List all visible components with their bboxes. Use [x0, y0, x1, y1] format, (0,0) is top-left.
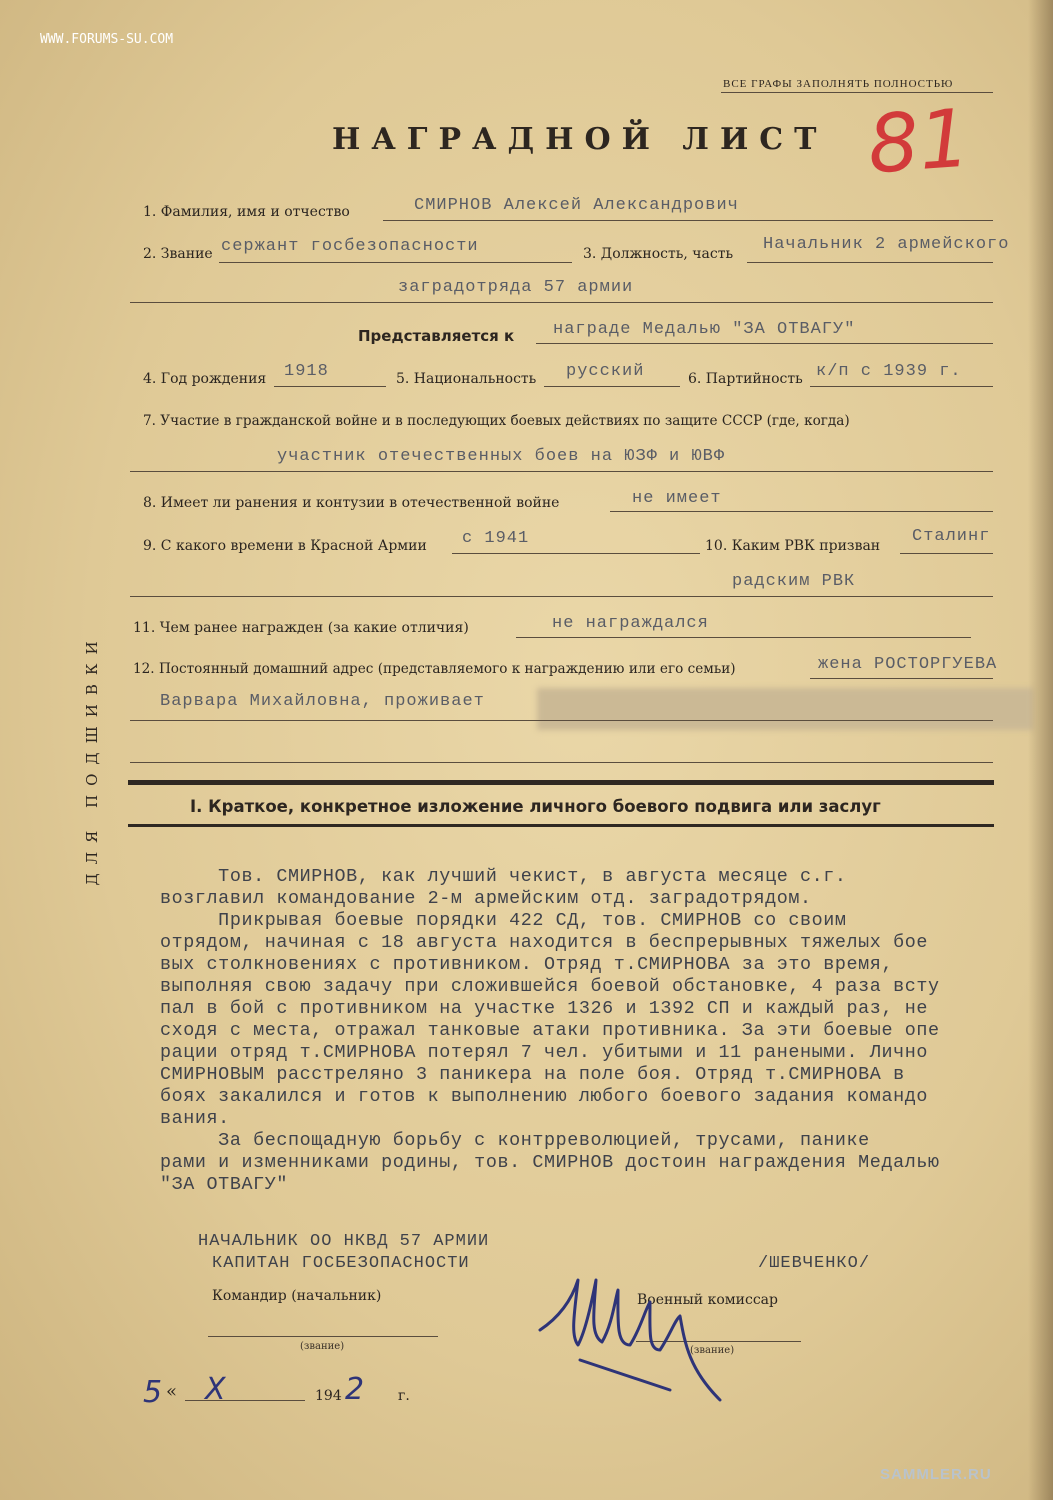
field-8-value: не имеет: [632, 489, 722, 508]
field-4-value: 1918: [284, 362, 329, 381]
narrative-line: рации отряд т.СМИРНОВА потерял 7 чел. убитыми и 11 ранеными. Лично: [160, 1042, 928, 1063]
field-10-value-line2: радским РВК: [732, 572, 856, 591]
date-month: X: [205, 1372, 226, 1407]
redacted-address: [537, 688, 1033, 730]
watermark-top-left: WWW.FORUMS-SU.COM: [40, 32, 174, 47]
date-month-line: [185, 1400, 305, 1401]
field-4-label: 4. Год рождения: [143, 371, 267, 387]
field-3-value-line2: заградотряда 57 армии: [398, 278, 634, 297]
narrative-line: боях закалился и готов к выполнению любого боевого задания командо: [160, 1086, 928, 1107]
field-2-label: 2. Звание: [143, 246, 213, 262]
field-8-line: [610, 511, 993, 512]
field-12-value: жена РОСТОРГУЕВА: [818, 655, 998, 674]
field-7-value: участник отечественных боев на ЮЗФ и ЮВФ: [277, 447, 726, 466]
field-12-value-line2: Варвара Михайловна, проживает: [160, 692, 485, 711]
field-9-line: [452, 553, 700, 554]
field-9-label: 9. С какого времени в Красной Армии: [143, 538, 427, 554]
field-2-line: [219, 262, 572, 263]
field-1-value: СМИРНОВ Алексей Александрович: [414, 196, 739, 215]
field-10-line: [900, 553, 993, 554]
section-rule-bottom: [128, 824, 994, 827]
narrative-line: Тов. СМИРНОВ, как лучший чекист, в августа месяце с.г.: [160, 866, 847, 887]
field-11-label: 11. Чем ранее награжден (за какие отличия): [133, 620, 469, 636]
date-day: 5: [143, 1375, 163, 1410]
field-3-line: [747, 262, 993, 263]
watermark-bottom-right: SAMMLER.RU: [880, 1466, 992, 1483]
narrative-line: вых столкновениях с противником. Отряд т.СМИРНОВА за это время,: [160, 954, 894, 975]
field-12-line3: [130, 762, 993, 763]
field-1-label: 1. Фамилия, имя и отчество: [143, 204, 350, 220]
narrative-line: выполняя свою задачу при сложившейся боевой обстановке, 4 раза всту: [160, 976, 940, 997]
field-11-value: не награждался: [552, 614, 709, 633]
narrative-line: вания.: [160, 1108, 230, 1129]
narrative-line: рами и изменниками родины, тов. СМИРНОВ достоин награждения Медалью: [160, 1152, 940, 1173]
side-label-container: [62, 600, 122, 940]
narrative-line: возглавил командование 2-м армейским отд. заградотрядом.: [160, 888, 812, 909]
rank-caption-left: (звание): [300, 1341, 345, 1352]
handwritten-signature: [520, 1250, 750, 1450]
field-3-label: 3. Должность, часть: [583, 246, 734, 262]
narrative-line: отрядом, начиная с 18 августа находится в беспрерывных тяжелых бое: [160, 932, 928, 953]
field-10-label: 10. Каким РВК призван: [705, 538, 881, 554]
narrative-line: За беспощадную борьбу с контрреволюцией, трусами, панике: [160, 1130, 870, 1151]
handwritten-number: 81: [864, 91, 973, 192]
field-11-line: [516, 637, 971, 638]
field-1-line: [383, 220, 993, 221]
signer-title-line1: НАЧАЛЬНИК ОО НКВД 57 АРМИИ: [198, 1232, 490, 1251]
narrative-body: [160, 866, 1040, 1196]
field-12-line2: [130, 720, 993, 721]
narrative-line: пал в бой с противником на участке 1326 и 1392 СП и каждый раз, не: [160, 998, 928, 1019]
field-5-line: [544, 386, 680, 387]
field-10-value: Сталинг: [912, 527, 991, 546]
narrative-line: "ЗА ОТВАГУ": [160, 1174, 288, 1195]
field-7-line: [130, 471, 993, 472]
field-8-label: 8. Имеет ли ранения и контузии в отечественной войне: [143, 495, 560, 511]
rank-line-left: [208, 1336, 438, 1337]
commander-label: Командир (начальник): [212, 1288, 382, 1304]
field-3-line2: [130, 302, 993, 303]
narrative-line: сходя с места, отражал танковые атаки противника. За эти боевые опе: [160, 1020, 940, 1041]
field-6-label: 6. Партийность: [688, 371, 803, 387]
signer-name: /ШЕВЧЕНКО/: [758, 1254, 871, 1273]
field-12-line: [810, 678, 993, 679]
side-label: ДЛЯ ПОДШИВКИ: [83, 632, 101, 886]
field-2-value: сержант госбезопасности: [221, 237, 479, 256]
date-year-prefix: 194: [315, 1388, 342, 1404]
section-title: I. Краткое, конкретное изложение личного боевого подвига или заслуг: [190, 797, 881, 816]
presented-line: [536, 343, 993, 344]
field-12-label: 12. Постоянный домашний адрес (представляемого к награждению или его семьи): [133, 661, 736, 677]
date-quote: «: [166, 1381, 178, 1402]
field-4-line: [274, 386, 386, 387]
presented-label: Представляется к: [358, 327, 515, 345]
field-10-line2: [130, 596, 993, 597]
field-5-value: русский: [566, 362, 645, 381]
rank-caption-right: (звание): [690, 1345, 735, 1356]
commissar-label: Военный комиссар: [637, 1292, 778, 1308]
field-3-value: Начальник 2 армейского: [763, 235, 1010, 254]
field-7-label: 7. Участие в гражданской войне и в последующих боевых действиях по защите СССР (где, когда): [143, 413, 850, 429]
narrative-line: СМИРНОВЫМ расстреляно 3 паникера на поле боя. Отряд т.СМИРНОВА в: [160, 1064, 905, 1085]
field-5-label: 5. Национальность: [396, 371, 537, 387]
narrative-line: Прикрывая боевые порядки 422 СД, тов. СМИРНОВ со своим: [160, 910, 847, 931]
date-year-suffix: 2: [345, 1372, 365, 1407]
date-year-suffix-label: г.: [398, 1388, 410, 1404]
field-6-value: к/п с 1939 г.: [816, 362, 962, 381]
field-6-line: [810, 386, 993, 387]
field-9-value: с 1941: [462, 529, 530, 548]
section-rule-top: [128, 780, 994, 785]
page-edge-shadow: [1028, 0, 1053, 1500]
signer-title-line2: КАПИТАН ГОСБЕЗОПАСНОСТИ: [212, 1254, 470, 1273]
presented-value: награде Медалью "ЗА ОТВАГУ": [553, 320, 856, 339]
header-note: ВСЕ ГРАФЫ ЗАПОЛНЯТЬ ПОЛНОСТЬЮ: [723, 78, 954, 90]
page-title: НАГРАДНОЙ ЛИСТ: [332, 122, 828, 157]
